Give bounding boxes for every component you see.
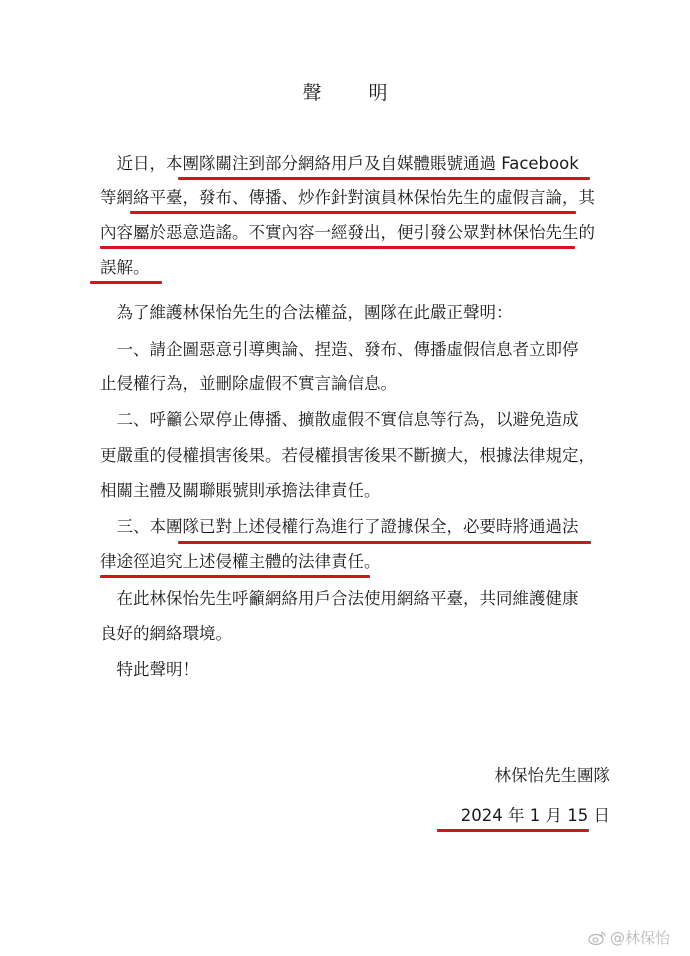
paragraph-3-line-2: 良好的網絡環境。 — [100, 624, 232, 643]
paragraph-3-line-1: 在此林保怡先生呼籲網絡用戶合法使用網絡平臺，共同維護健康 — [100, 589, 579, 608]
signature-team: 林保怡先生團隊 — [494, 766, 610, 785]
item-2-line-1: 二、呼籲公眾停止傳播、擴散虛假不實信息等行為，以避免造成 — [100, 410, 579, 429]
watermark-handle: @林保怡 — [609, 929, 670, 947]
red-underline-2 — [130, 211, 576, 214]
item-1-line-2: 止侵權行為，並刪除虛假不實言論信息。 — [100, 374, 397, 393]
red-underline-7 — [437, 829, 589, 832]
paragraph-1-line-2: 等網絡平臺，發布、傳播、炒作針對演員林保怡先生的虛假言論，其 — [100, 188, 595, 207]
document-title: 聲 明 — [302, 82, 402, 104]
closing-line: 特此聲明！ — [100, 660, 199, 679]
red-underline-3 — [100, 246, 575, 249]
weibo-watermark — [588, 927, 670, 948]
item-2-line-3: 相關主體及關聯賬號則承擔法律責任。 — [100, 481, 381, 500]
weibo-icon — [588, 931, 606, 945]
item-1-line-1: 一、請企圖惡意引導輿論、捏造、發布、傳播虛假信息者立即停 — [100, 340, 579, 359]
red-underline-4 — [90, 281, 162, 284]
item-3-line-1: 三、本團隊已對上述侵權行為進行了證據保全，必要時將通過法 — [100, 517, 579, 536]
paragraph-1-line-1: 近日，本團隊關注到部分網絡用戶及自媒體賬號通過 Facebook — [100, 154, 579, 173]
paragraph-1-line-4: 誤解。 — [100, 258, 150, 277]
red-underline-6 — [100, 575, 370, 578]
signature-date: 2024 年 1 月 15 日 — [460, 806, 610, 825]
paragraph-1-line-3: 內容屬於惡意造謠。不實內容一經發出，便引發公眾對林保怡先生的 — [100, 223, 595, 242]
item-3-line-2: 律途徑追究上述侵權主體的法律責任。 — [100, 552, 381, 571]
paragraph-2-line-1: 為了維護林保怡先生的合法權益，團隊在此嚴正聲明： — [100, 303, 513, 322]
red-underline-5 — [178, 541, 591, 544]
red-underline-1 — [178, 177, 590, 180]
item-2-line-2: 更嚴重的侵權損害後果。若侵權損害後果不斷擴大，根據法律規定， — [100, 446, 595, 465]
